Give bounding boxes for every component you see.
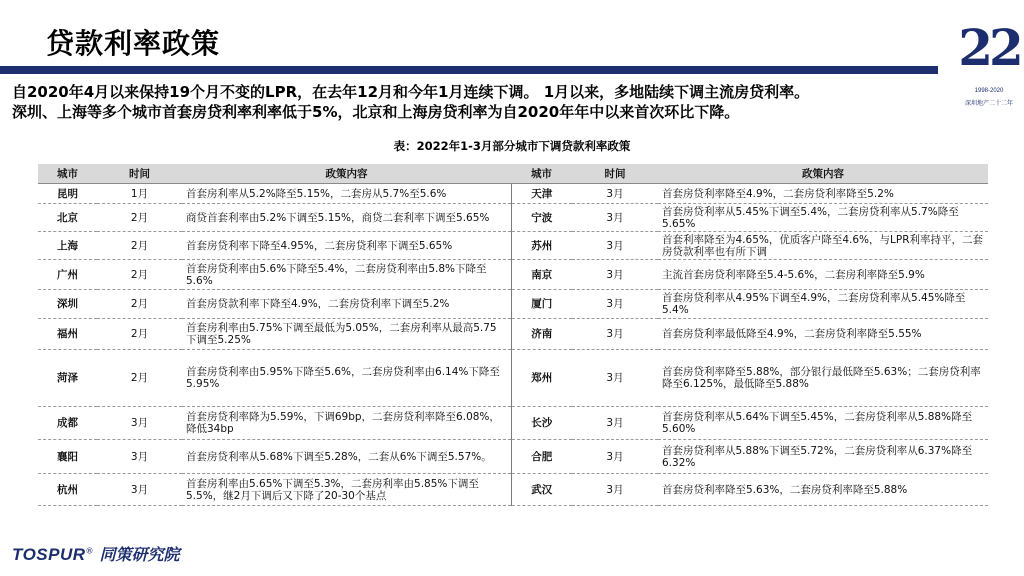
city-cell: 杭州	[38, 474, 97, 506]
policy-cell: 首套房贷利率下降至4.95%，二套房贷利率下调至5.65%	[182, 232, 511, 260]
time-cell: 3月	[572, 260, 658, 290]
city-cell: 合肥	[511, 440, 572, 474]
table-row	[38, 290, 988, 319]
city-cell: 厦门	[511, 290, 572, 319]
policy-cell: 首套利率降至为4.65%，优质客户降至4.6%，与LPR利率持平，二套房贷款利率也有所下调	[658, 232, 988, 260]
city-cell: 福州	[38, 319, 97, 350]
city-cell: 北京	[38, 204, 97, 232]
policy-cell: 首套房贷利率降至5.88%，部分银行最低降至5.63%；二套房贷利率降至6.125%，最低降至5.88%	[658, 350, 988, 407]
intro-line-1: 自2020年4月以来保持19个月不变的LPR，在去年12月和今年1月连续下调。 1月以来，多地陆续下调主流房贷利率。	[12, 83, 810, 101]
policy-cell: 首套房贷利率从5.45%下调至5.4%，二套房贷利率从5.7%降至5.65%	[658, 204, 988, 232]
time-cell: 3月	[97, 407, 182, 440]
policy-cell: 首套房贷利率由5.95%下降至5.6%，二套房贷利率由6.14%下降至5.95%	[182, 350, 511, 407]
policy-cell: 首套房贷利率从5.68%下调至5.28%，二套从6%下调至5.57%。	[182, 440, 511, 474]
table-row	[38, 407, 988, 440]
policy-cell: 首套房贷利率由5.6%下降至5.4%，二套房贷利率由5.8%下降至5.6%	[182, 260, 511, 290]
city-cell: 宁波	[511, 204, 572, 232]
policy-cell: 首套房贷款利率下降至4.9%，二套房贷利率下调至5.2%	[182, 290, 511, 319]
time-cell: 3月	[572, 407, 658, 440]
table-row	[38, 319, 988, 350]
policy-cell: 商贷首套利率由5.2%下调至5.15%，商贷二套利率下调至5.65%	[182, 204, 511, 232]
policy-cell: 首套房贷利率降至4.9%，二套房贷利率降至5.2%	[658, 184, 988, 204]
table-row	[38, 204, 988, 232]
table-caption: 表：2022年1-3月部分城市下调贷款利率政策	[393, 139, 631, 153]
time-cell: 3月	[97, 474, 182, 506]
header-policy-right: 政策内容	[658, 164, 988, 184]
header-city-left: 城市	[38, 164, 97, 184]
city-cell: 长沙	[511, 407, 572, 440]
time-cell: 3月	[572, 319, 658, 350]
time-cell: 2月	[97, 260, 182, 290]
policy-cell: 首套房贷利率从5.64%下调至5.45%，二套房贷利率从5.88%降至5.60%	[658, 407, 988, 440]
city-cell: 苏州	[511, 232, 572, 260]
policy-cell: 首套房利率由5.65%下调至5.3%，二套房利率由5.85%下调至5.5%，继2月下调后又下降了20-30个基点	[182, 474, 511, 506]
table-row	[38, 440, 988, 474]
table-body	[38, 184, 988, 506]
brand-logo-text: TOSPUR	[12, 545, 86, 564]
time-cell: 2月	[97, 204, 182, 232]
brand-subtitle: 同策研究院	[99, 545, 180, 564]
time-cell: 3月	[572, 290, 658, 319]
table-row	[38, 260, 988, 290]
policy-cell: 首套房利率由5.75%下调至最低为5.05%，二套房利率从最高5.75下调至5.25%	[182, 319, 511, 350]
city-cell: 南京	[511, 260, 572, 290]
time-cell: 2月	[97, 232, 182, 260]
time-cell: 2月	[97, 290, 182, 319]
policy-cell: 首套房贷利率最低降至4.9%，二套房贷利率降至5.55%	[658, 319, 988, 350]
city-cell: 天津	[511, 184, 572, 204]
policy-cell: 主流首套房贷利率降至5.4-5.6%，二套房利率降至5.9%	[658, 260, 988, 290]
policy-cell: 首套房贷利率降为5.59%，下调69bp，二套房贷利率降至6.08%，降低34bp	[182, 407, 511, 440]
city-cell: 成都	[38, 407, 97, 440]
policy-cell: 首套房贷利率从5.88%下调至5.72%，二套房贷利率从6.37%降至6.32%	[658, 440, 988, 474]
time-cell: 3月	[572, 184, 658, 204]
header-city-right: 城市	[511, 164, 572, 184]
time-cell: 3月	[572, 204, 658, 232]
brand-registered-mark: ®	[85, 546, 94, 556]
city-cell: 广州	[38, 260, 97, 290]
title-underline-bar	[0, 66, 938, 74]
header-time-left: 时间	[97, 164, 182, 184]
time-cell: 2月	[97, 319, 182, 350]
logo-years: 1998-2020	[974, 88, 1004, 94]
logo-subtitle: 深圳地产二十二年	[964, 101, 1013, 107]
time-cell: 3月	[572, 350, 658, 407]
intro-text	[12, 82, 942, 122]
time-cell: 2月	[97, 350, 182, 407]
time-cell: 3月	[572, 474, 658, 506]
city-cell: 菏泽	[38, 350, 97, 407]
logo-number: 22	[958, 18, 1020, 77]
table-row	[38, 184, 988, 204]
rate-policy-table	[38, 164, 988, 506]
time-cell: 3月	[572, 440, 658, 474]
city-cell: 武汉	[511, 474, 572, 506]
footer-brand	[12, 542, 180, 562]
time-cell: 3月	[97, 440, 182, 474]
policy-cell: 首套房贷利率降至5.63%，二套房贷利率降至5.88%	[658, 474, 988, 506]
policy-cell: 首套房利率从5.2%降至5.15%，二套房从5.7%至5.6%	[182, 184, 511, 204]
policy-cell: 首套房贷利率从4.95%下调至4.9%，二套房贷利率从5.45%降至5.4%	[658, 290, 988, 319]
table-row	[38, 232, 988, 260]
city-cell: 上海	[38, 232, 97, 260]
city-cell: 昆明	[38, 184, 97, 204]
anniversary-logo	[958, 8, 1020, 112]
page-title: 贷款利率政策	[46, 27, 221, 60]
table-row	[38, 474, 988, 506]
city-cell: 深圳	[38, 290, 97, 319]
city-cell: 郑州	[511, 350, 572, 407]
city-cell: 济南	[511, 319, 572, 350]
city-cell: 襄阳	[38, 440, 97, 474]
header-policy-left: 政策内容	[182, 164, 511, 184]
intro-line-2: 深圳、上海等多个城市首套房贷利率利率低于5%，北京和上海房贷利率为自2020年年中以来首次环比下降。	[12, 103, 740, 121]
time-cell: 1月	[97, 184, 182, 204]
table-header-row	[38, 164, 988, 184]
table-row	[38, 350, 988, 407]
time-cell: 3月	[572, 232, 658, 260]
header-time-right: 时间	[572, 164, 658, 184]
